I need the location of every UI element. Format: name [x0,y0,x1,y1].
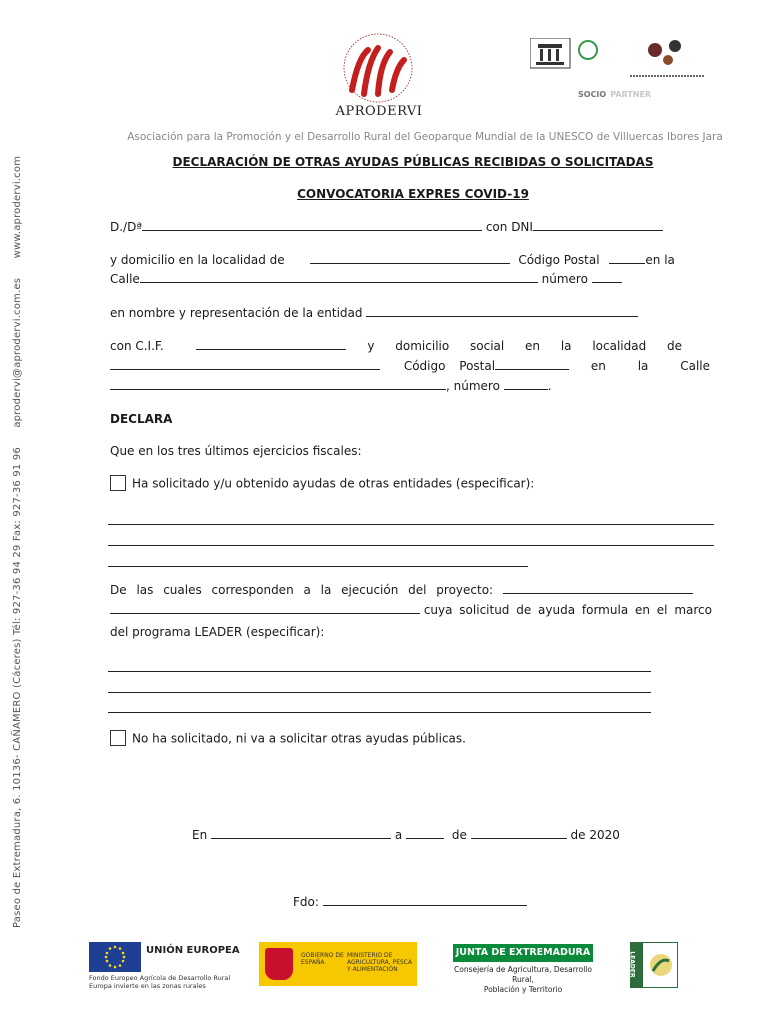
side-contact-info [12,155,23,928]
web-text: www.aprodervi.com [12,155,23,259]
numero-social-field[interactable] [504,379,548,390]
label-corresponden: De las cuales corresponden a la ejecución del proyecto: [110,583,494,597]
junta-subtitle-2: Población y Territorio [483,985,563,994]
entidad-field[interactable] [366,306,638,317]
proyecto-field[interactable] [503,583,693,594]
socio-partner-label [578,90,651,99]
line-fecha [192,828,642,842]
line-marco [110,603,714,617]
checkbox-no-ha-solicitado[interactable] [110,730,126,746]
partner-text: PARTNER [610,90,652,99]
programa-line-1[interactable] [108,671,651,672]
localidad-social-field[interactable] [110,359,380,370]
calle-field[interactable] [140,272,538,283]
junta-extremadura-logo: JUNTA DE EXTREMADURA [453,944,593,962]
eu-subtitle-2: Europa invierte en las zonas rurales [89,982,206,990]
cif-field[interactable] [196,339,346,350]
cp-field[interactable] [609,253,645,264]
period: . [547,379,552,393]
label-en: En [192,828,208,842]
especificar-line-3[interactable] [108,566,528,567]
label-cp-social: Código Postal [403,359,496,373]
line-corresponden [110,583,714,597]
address-text: Paseo de Extremadura, 6. 10136- CAÑAMERO (Cáceres) Tél: 927-36 94 29 Fax: 927-36 91 96 [12,447,23,928]
eu-flag-icon [89,942,141,972]
label-de: de [451,828,467,842]
label-marco: cuya solicitud de ayuda formula en el marco [423,603,712,617]
option-ha-solicitado-label: Ha solicitado y/u obtenido ayudas de otras entidades (especificar): [132,476,535,491]
socio-text: SOCIO [578,90,607,99]
label-a: a [394,828,403,842]
label-numero: número [541,272,588,286]
label-year: de 2020 [570,828,620,842]
ministerio-text: MINISTERIO DE AGRICULTURA, PESCA Y ALIMENTACIÓN [347,952,413,973]
label-calle: Calle [110,272,140,286]
leader-band [628,943,643,987]
programa-text: del programa LEADER (especificar): [110,625,325,639]
eu-title: UNIÓN EUROPEA [146,945,240,956]
especificar-line-1[interactable] [108,524,714,525]
label-cif: con C.I.F. [110,339,164,353]
email-text: aprodervi@aprodervi.com.es [12,277,23,428]
label-entidad: en nombre y representación de la entidad [110,306,363,320]
line-cp-social [110,359,714,373]
leader-logo [630,942,678,988]
junta-subtitle-1: Consejería de Agricultura, Desarrollo Rural, [454,965,592,984]
especificar-line-2[interactable] [108,545,714,546]
cp-social-field[interactable] [495,359,569,370]
declara-heading: DECLARA [110,412,173,426]
dia-field[interactable] [406,828,444,839]
leader-text: LEADER [628,951,636,978]
option-no-ha-solicitado [110,731,466,747]
programa-line-2[interactable] [108,692,651,693]
aprodervi-logo-name: APRODERVI [335,104,423,119]
leader-emblem-icon [647,951,675,979]
line-numero-social [110,379,714,393]
firma-field[interactable] [323,895,527,906]
line-domicilio [110,253,714,267]
proyecto-field-2[interactable] [110,603,420,614]
label-localidad: y domicilio en la localidad de [110,253,285,267]
eu-subtitle [89,974,230,990]
label-domicilio-social: y domicilio social en la localidad de [367,339,683,353]
mes-field[interactable] [471,828,567,839]
calle-social-field[interactable] [110,379,446,390]
line-calle [110,272,714,286]
label-numero-social: , número [446,379,500,393]
line-firma [293,895,553,909]
line-name [110,220,714,234]
label-cp: Código Postal [518,253,600,267]
line-entidad [110,306,714,320]
spain-shield-icon [265,948,293,980]
document-title: DECLARACIÓN DE OTRAS AYUDAS PÚBLICAS RECIBIDAS O SOLICITADAS [172,155,654,169]
junta-subtitle [450,965,596,995]
document-subtitle: CONVOCATORIA EXPRES COVID-19 [297,187,529,201]
option-ha-solicitado [110,476,534,492]
lugar-field[interactable] [211,828,391,839]
line-cif [110,339,714,353]
checkbox-ha-solicitado[interactable] [110,475,126,491]
numero-field[interactable] [592,272,622,283]
name-field[interactable] [142,220,482,231]
label-en-la: en la [645,253,675,267]
label-dni: con DNI [485,220,533,234]
localidad-field[interactable] [310,253,510,264]
option-no-ha-solicitado-label: No ha solicitado, ni va a solicitar otras ayudas públicas. [132,731,466,746]
gobierno-espana-logo [259,942,417,986]
label-fdo: Fdo: [293,895,319,909]
gobierno-text: GOBIERNO DE ESPAÑA [301,952,344,966]
programa-line-3[interactable] [108,712,651,713]
dni-field[interactable] [533,220,663,231]
que-text: Que en los tres últimos ejercicios fiscales: [110,444,362,458]
eu-subtitle-1: Fondo Europeo Agrícola de Desarrollo Rural [89,974,231,982]
label-calle-social: en la Calle [590,359,710,373]
association-line: Asociación para la Promoción y el Desarrollo Rural del Geoparque Mundial de la UNESCO de Villuercas Ibores Jara [127,131,723,143]
label-name: D./Dª [110,220,142,234]
